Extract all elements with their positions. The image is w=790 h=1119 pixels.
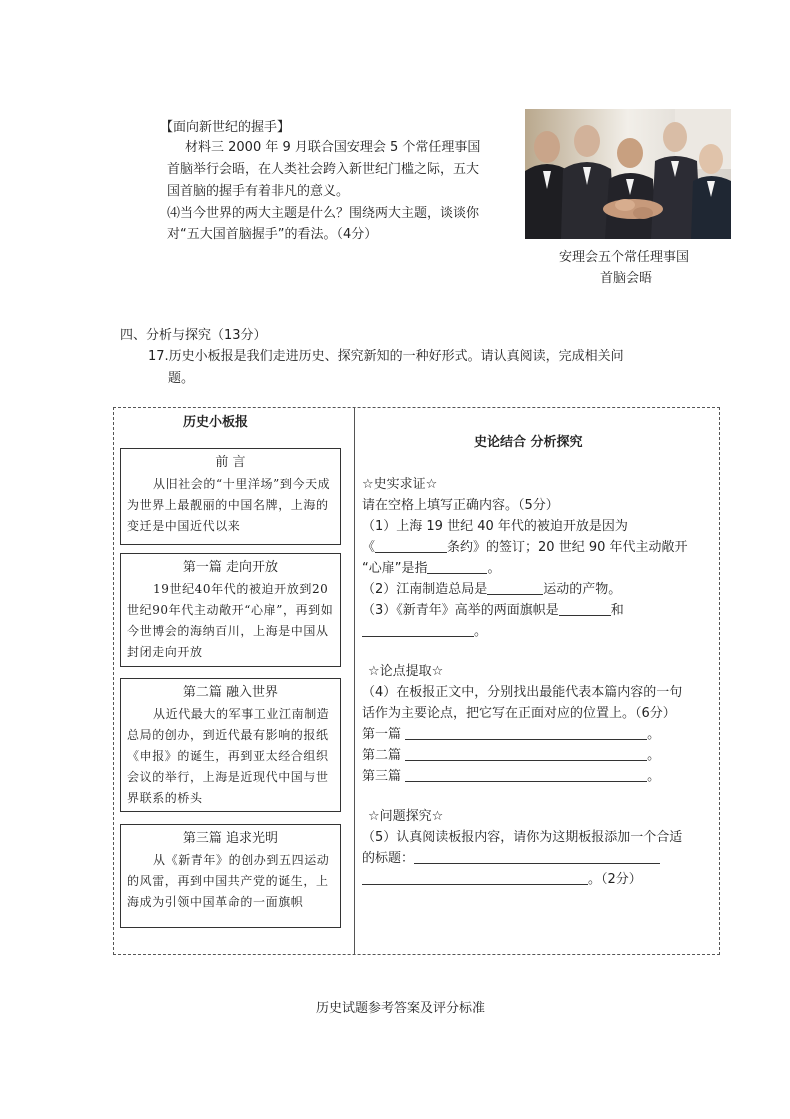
card-body: 从《新青年》的创办到五四运动的风雷，再到中国共产党的诞生，上海成为引领中国革命的一面旗帜 [127,853,330,909]
question-5-line: （5）认真阅读板报内容，请你为这期板报添加一个合适 [362,830,683,845]
material-line: 国首脑的握手有着非凡的意义。 [167,184,350,199]
board-card-chapter-1 [120,553,341,667]
answer-blank-title-2[interactable] [362,870,588,885]
card-title: 第一篇 走向开放 [182,560,279,575]
leaders-handshake-photo [525,109,731,239]
text: 条约》的签订；20 世纪 90 年代主动敞开 [447,540,688,555]
part-four-title: 四、分析与探究（13分） [120,328,267,343]
text: 和 [610,603,624,618]
question-17-line: 17.历史小板报是我们走进历史、探究新知的一种好形式。请认真阅读，完成相关问 [148,349,624,364]
text: 。 [647,727,661,742]
text: 。 [474,624,488,639]
board-card-chapter-2 [120,678,341,812]
question-line: ⑷当今世界的两大主题是什么？围绕两大主题，谈谈你 [167,206,480,221]
text: 。 [487,561,501,576]
question-17-line: 题。 [168,371,195,386]
answer-blank-title-1[interactable] [414,849,660,864]
card-title: 前 言 [215,455,246,470]
material-heading: 【面向新世纪的握手】 [160,120,291,135]
question-4-line: （4）在板报正文中，分别找出最能代表本篇内容的一句 [362,685,683,700]
photo-caption: 首脑会晤 [600,271,653,286]
question-2-line [362,579,621,601]
question-5-line [362,848,660,870]
answer-blank-opening[interactable] [427,559,487,574]
card-body: 从近代最大的军事工业江南制造总局的创办，到近代最有影响的报纸《申报》的诞生，再到亚太经合组织会议的举行，上海是近现代中国与世界联系的桥头 [127,707,330,805]
question-1-line [362,558,501,580]
board-card-preface [120,448,341,545]
board-card-chapter-3 [120,824,341,928]
section-head-facts: ☆史实求证☆ [362,477,438,492]
text: 。 [647,769,661,784]
question-4-line: 话作为主要论点，把它写在正面对应的位置上。（6分） [362,706,676,721]
board-left-title: 历史小板报 [183,415,249,430]
card-body: 从旧社会的“十里洋场”到今天成为世界上最靓丽的中国名牌，上海的变迁是中国近代以来 [127,477,331,533]
material-line: 材料三 2000 年 9 月联合国安理会 5 个常任理事国 [185,140,481,155]
question-line: 对“五大国首脑握手”的看法。（4分） [167,227,378,242]
text: 。（2分） [588,872,642,887]
answer-blank-chapter-3[interactable] [405,767,647,782]
answer-key-heading: 历史试题参考答案及评分标准 [316,1001,486,1016]
material-line: 首脑举行会晤，在人类社会跨入新世纪门槛之际，五大 [167,162,480,177]
chapter-answer-row [362,724,660,746]
board-divider [354,408,355,954]
chapter-label: 第二篇 [362,748,402,763]
section-head-inquiry: ☆问题探究☆ [368,809,444,824]
text: “心扉”是指 [362,561,428,576]
card-body: 19世纪40年代的被迫开放到20世纪90年代主动敞开“心扉”，再到如今世博会的海纳百川，上海是中国从封闭走向开放 [127,582,334,659]
text: （2）江南制造总局是 [362,582,488,597]
card-title: 第二篇 融入世界 [182,685,279,700]
text: 运动的产物。 [543,582,622,597]
chapter-answer-row [362,745,660,767]
question-1-line [362,537,688,559]
handshake-photo-illustration [525,109,731,239]
text: 《 [362,540,376,555]
photo-caption: 安理会五个常任理事国 [559,250,690,265]
question-3-line [362,600,624,622]
answer-blank-banner-1[interactable] [559,601,611,616]
text: （3）《新青年》高举的两面旗帜是 [362,603,559,618]
board-right-title: 史论结合 分析探究 [474,435,583,450]
answer-blank-chapter-1[interactable] [405,725,647,740]
chapter-label: 第三篇 [362,769,402,784]
text: 的标题： [362,851,415,866]
answer-blank-movement[interactable] [487,580,543,595]
question-1-line: （1）上海 19 世纪 40 年代的被迫开放是因为 [362,519,628,534]
text: 。 [647,748,661,763]
question-3-line [362,621,487,643]
question-5-line [362,869,642,891]
instruction: 请在空格上填写正确内容。（5分） [362,498,559,513]
answer-blank-banner-2[interactable] [362,622,474,637]
chapter-answer-row [362,766,660,788]
section-head-arguments: ☆论点提取☆ [368,664,444,679]
chapter-label: 第一篇 [362,727,402,742]
card-title: 第三篇 追求光明 [182,831,279,846]
answer-blank-chapter-2[interactable] [405,746,647,761]
answer-blank-treaty[interactable] [375,538,447,553]
